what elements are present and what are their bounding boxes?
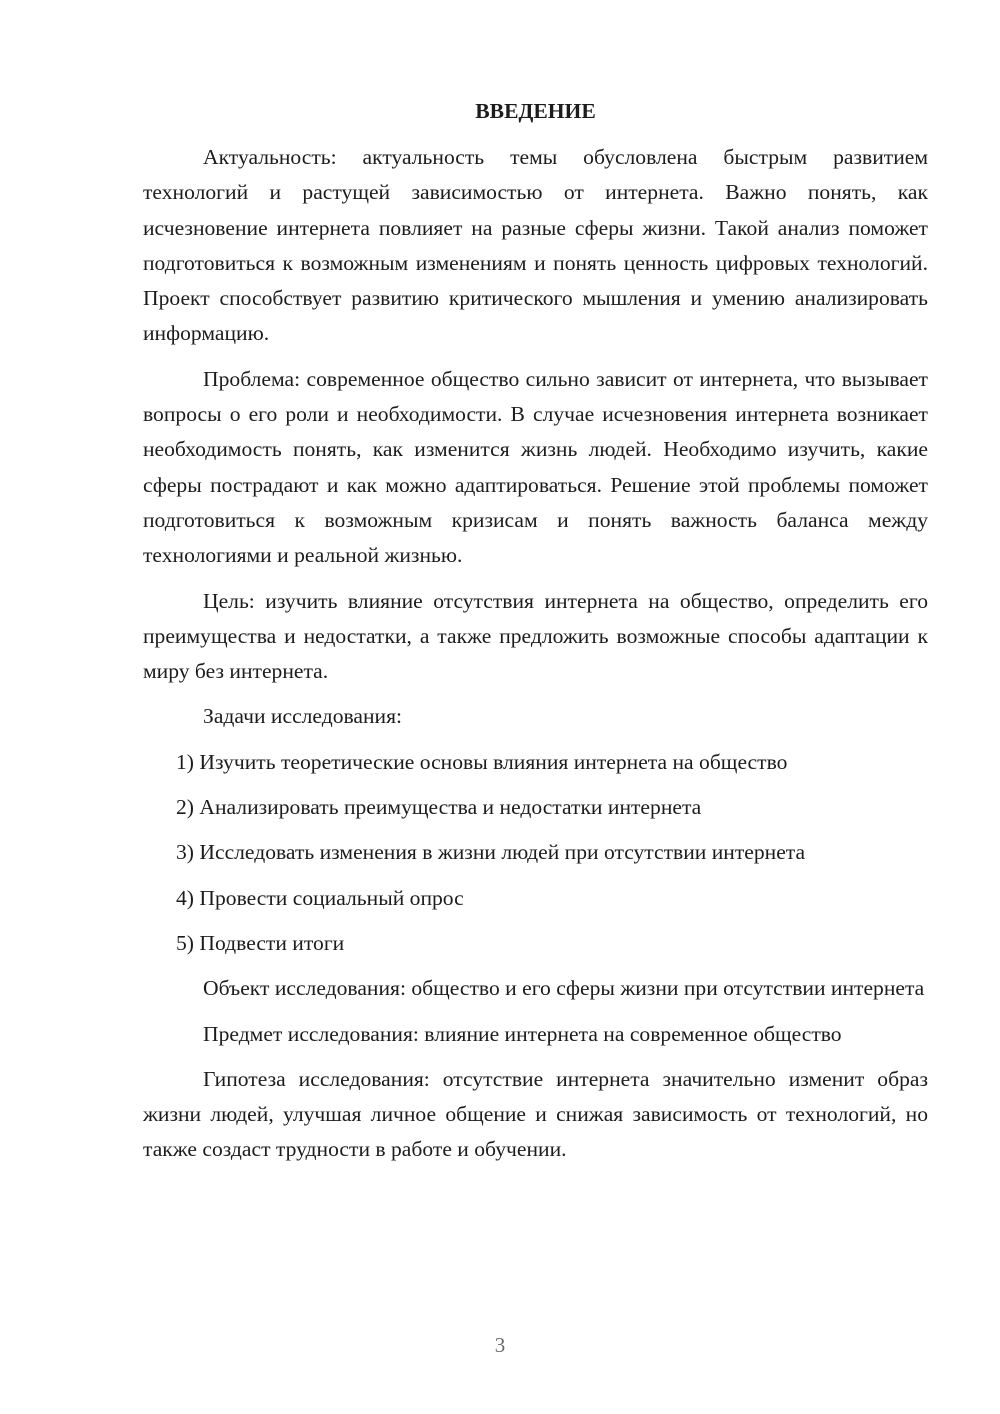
paragraph-problem: Проблема: современное общество сильно зависит от интернета, что вызывает вопросы о его роли и необходимости. В случае исчезновения интернета возникает необходимость понять, как изменится жизнь людей. Необходимо изучить, какие сферы пострадают и как можно адаптироваться. Решение этой проблемы поможет подготовиться к возможным кризисам и понять важность баланса между технологиями и реальной жизнью.: [143, 366, 928, 568]
tasks-list: [143, 745, 928, 961]
paragraph-subject: Предмет исследования: влияние интернета на современное общество: [203, 1021, 842, 1046]
list-item: 1) Изучить теоретические основы влияния интернета на общество: [176, 749, 788, 774]
page-number: 3: [494, 1333, 506, 1357]
page-title: ВВЕДЕНИЕ: [475, 99, 596, 123]
paragraph-goal: Цель: изучить влияние отсутствия интернета на общество, определить его преимущества и недостатки, а также предложить возможные способы адаптации к миру без интернета.: [143, 588, 928, 684]
page-content: [143, 94, 928, 1178]
list-item: 2) Анализировать преимущества и недостатки интернета: [176, 795, 702, 820]
paragraph-relevance: Актуальность: актуальность темы обусловлена быстрым развитием технологий и растущей зависимостью от интернета. Важно понять, как исчезновение интернета повлияет на разные сферы жизни. Такой анализ поможет подготовиться к возможным изменениям и понять ценность цифровых технологий. Проект способствует развитию критического мышления и умению анализировать информацию.: [143, 145, 928, 346]
paragraph-object: Объект исследования: общество и его сферы жизни при отсутствии интернета: [203, 976, 925, 1001]
paragraph-hypothesis: Гипотеза исследования: отсутствие интернета значительно изменит образ жизни людей, улучшая личное общение и снижая зависимость от технологий, но также создаст трудности в работе и обучении.: [143, 1066, 928, 1162]
list-item: 4) Провести социальный опрос: [176, 885, 464, 910]
list-item: 3) Исследовать изменения в жизни людей при отсутствии интернета: [176, 840, 806, 865]
tasks-heading: Задачи исследования:: [203, 704, 403, 729]
list-item: 5) Подвести итоги: [176, 930, 345, 955]
